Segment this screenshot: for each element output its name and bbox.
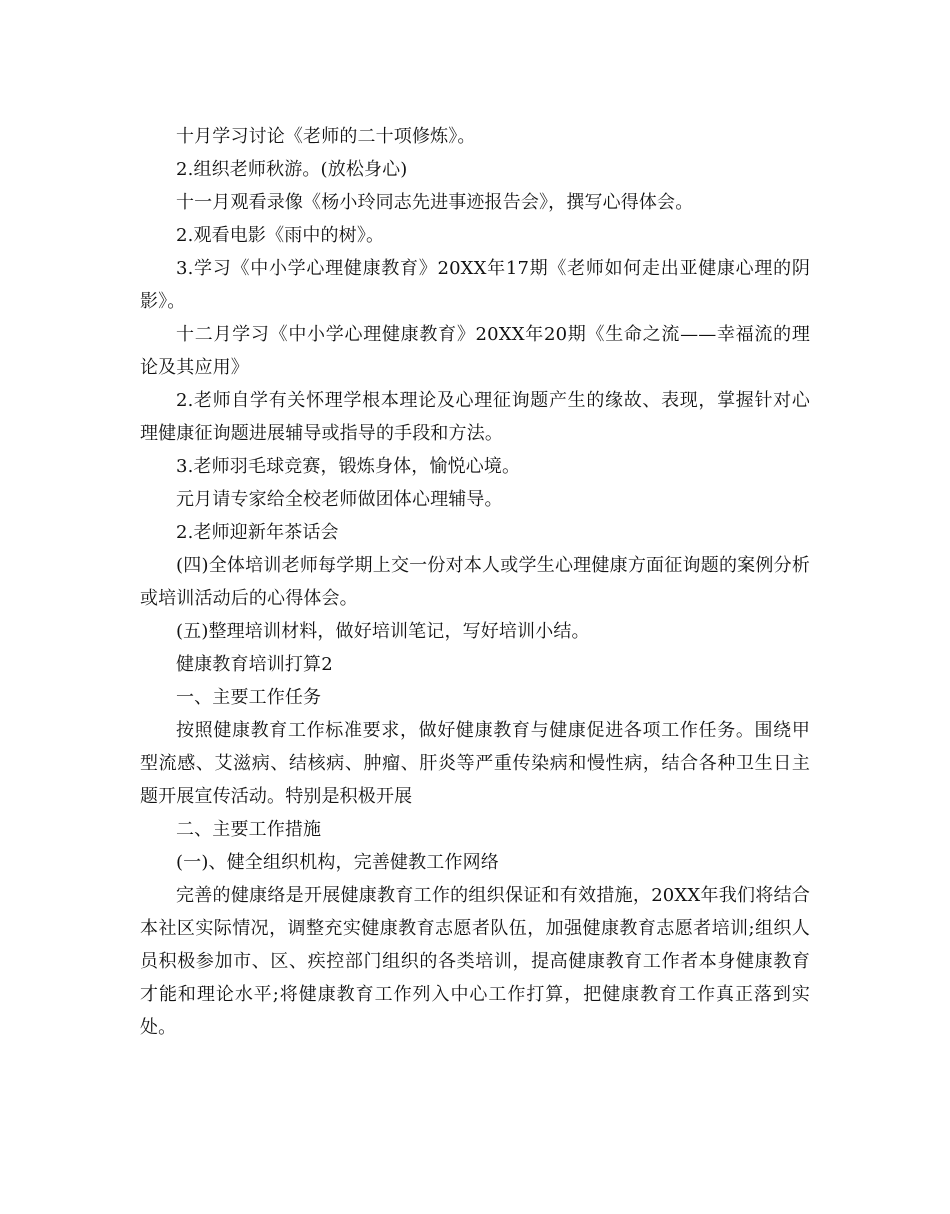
paragraph: 2.组织老师秋游。(放松身心)	[176, 159, 408, 180]
paragraph: 2.观看电影《雨中的树》。	[176, 225, 385, 246]
paragraph: (四)全体培训老师每学期上交一份对本人或学生心理健康方面征询题的案例分析或培训活动后的心得体会。	[140, 555, 810, 609]
paragraph: 完善的健康络是开展健康教育工作的组织保证和有效措施，20XX年我们将结合本社区实际情况，调整充实健康教育志愿者队伍，加强健康教育志愿者培训;组织人员积极参加市、区、疾控部门组织的各类培训，提高健康教育工作者本身健康教育才能和理论水平;将健康教育工作列入中心工作打算，把健康教育工作真正落到实处。	[140, 885, 810, 1038]
paragraph: 十二月学习《中小学心理健康教育》20XX年20期《生命之流——幸福流的理论及其应用》	[140, 324, 810, 378]
paragraph: 2.老师迎新年茶话会	[176, 522, 339, 543]
paragraph: 元月请专家给全校老师做团体心理辅导。	[176, 489, 503, 510]
section-title: 健康教育培训打算2	[176, 654, 333, 675]
paragraph: 十一月观看录像《杨小玲同志先进事迹报告会》，撰写心得体会。	[176, 192, 694, 213]
paragraph: 十月学习讨论《老师的二十项修炼》。	[176, 126, 476, 147]
subsection-heading: (一)、健全组织机构，完善健教工作网络	[176, 852, 499, 873]
section-heading: 一、主要工作任务	[176, 687, 322, 708]
paragraph: 按照健康教育工作标准要求，做好健康教育与健康促进各项工作任务。围绕甲型流感、艾滋病、结核病、肿瘤、肝炎等严重传染病和慢性病，结合各种卫生日主题开展宣传活动。特别是积极开展	[140, 720, 810, 807]
section-heading: 二、主要工作措施	[176, 819, 322, 840]
paragraph: 3.老师羽毛球竞赛，锻炼身体，愉悦心境。	[176, 456, 521, 477]
paragraph: 3.学习《中小学心理健康教育》20XX年17期《老师如何走出亚健康心理的阴影》。	[140, 258, 810, 312]
paragraph: 2.老师自学有关怀理学根本理论及心理征询题产生的缘故、表现，掌握针对心理健康征询题进展辅导或指导的手段和方法。	[140, 390, 810, 444]
paragraph: (五)整理培训材料，做好培训笔记，写好培训小结。	[176, 621, 590, 642]
document-body	[140, 120, 810, 1044]
